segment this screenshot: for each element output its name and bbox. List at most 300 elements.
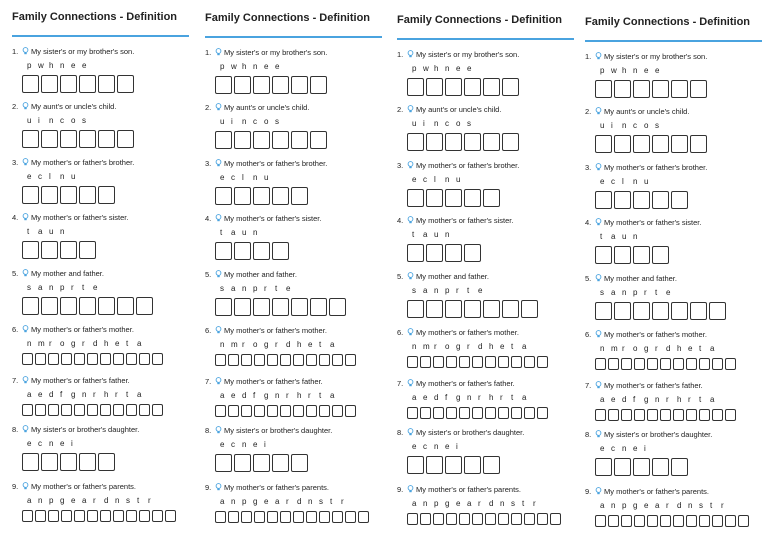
answer-box[interactable] xyxy=(426,300,443,318)
answer-boxes xyxy=(407,78,582,96)
answer-box[interactable] xyxy=(614,80,631,98)
answer-box[interactable] xyxy=(272,298,289,316)
answer-box[interactable] xyxy=(485,513,496,525)
answer-box[interactable] xyxy=(426,189,443,207)
answer-box[interactable] xyxy=(254,354,265,366)
answer-box[interactable] xyxy=(420,407,431,419)
answer-box[interactable] xyxy=(621,409,632,421)
answer-box[interactable] xyxy=(699,515,710,527)
answer-box[interactable] xyxy=(228,511,239,523)
answer-box[interactable] xyxy=(426,78,443,96)
answer-box[interactable] xyxy=(152,353,163,365)
answer-box[interactable] xyxy=(407,456,424,474)
answer-box[interactable] xyxy=(738,515,749,527)
answer-box[interactable] xyxy=(87,510,98,522)
answer-box[interactable] xyxy=(98,453,115,471)
clue-number: 1. xyxy=(205,48,212,57)
answer-box[interactable] xyxy=(445,133,462,151)
answer-box[interactable] xyxy=(41,297,58,315)
answer-box[interactable] xyxy=(35,510,46,522)
answer-box[interactable] xyxy=(407,78,424,96)
answer-box[interactable] xyxy=(652,135,669,153)
answer-box[interactable] xyxy=(241,405,252,417)
answer-box[interactable] xyxy=(524,513,535,525)
answer-box[interactable] xyxy=(126,510,137,522)
answer-box[interactable] xyxy=(22,75,39,93)
answer-box[interactable] xyxy=(608,515,619,527)
answer-box[interactable] xyxy=(426,244,443,262)
answer-box[interactable] xyxy=(690,80,707,98)
answer-box[interactable] xyxy=(407,244,424,262)
answer-box[interactable] xyxy=(234,131,251,149)
answer-box[interactable] xyxy=(660,515,671,527)
answer-boxes xyxy=(215,511,390,523)
answer-box[interactable] xyxy=(511,513,522,525)
worksheet-title: Family Connections - Definition xyxy=(12,11,178,23)
answer-box[interactable] xyxy=(254,511,265,523)
answer-box[interactable] xyxy=(652,80,669,98)
answer-box[interactable] xyxy=(621,358,632,370)
answer-box[interactable] xyxy=(407,513,418,525)
answer-box[interactable] xyxy=(117,297,134,315)
answer-box[interactable] xyxy=(41,75,58,93)
answer-box[interactable] xyxy=(234,242,251,260)
answer-box[interactable] xyxy=(464,456,481,474)
answer-box[interactable] xyxy=(671,135,688,153)
answer-box[interactable] xyxy=(498,407,509,419)
answer-box[interactable] xyxy=(483,189,500,207)
answer-box[interactable] xyxy=(537,356,548,368)
answer-box[interactable] xyxy=(647,409,658,421)
answer-box[interactable] xyxy=(61,510,72,522)
answer-box[interactable] xyxy=(280,405,291,417)
answer-box[interactable] xyxy=(280,354,291,366)
answer-box[interactable] xyxy=(459,356,470,368)
clue-number: 5. xyxy=(205,270,212,279)
answer-box[interactable] xyxy=(483,456,500,474)
clue-item xyxy=(397,327,582,368)
answer-box[interactable] xyxy=(445,189,462,207)
answer-box[interactable] xyxy=(407,133,424,151)
answer-box[interactable] xyxy=(60,453,77,471)
answer-box[interactable] xyxy=(595,191,612,209)
answer-box[interactable] xyxy=(420,356,431,368)
answer-box[interactable] xyxy=(671,458,688,476)
answer-box[interactable] xyxy=(22,297,39,315)
answer-box[interactable] xyxy=(113,510,124,522)
answer-box[interactable] xyxy=(126,353,137,365)
answer-box[interactable] xyxy=(117,75,134,93)
clue-number: 1. xyxy=(397,50,404,59)
answer-box[interactable] xyxy=(152,510,163,522)
answer-box[interactable] xyxy=(234,187,251,205)
answer-box[interactable] xyxy=(595,409,606,421)
answer-box[interactable] xyxy=(215,76,232,94)
clue-line xyxy=(585,486,768,496)
answer-box[interactable] xyxy=(319,511,330,523)
answer-box[interactable] xyxy=(472,407,483,419)
answer-box[interactable] xyxy=(502,300,519,318)
clue-item xyxy=(397,484,582,525)
answer-box[interactable] xyxy=(117,130,134,148)
answer-box[interactable] xyxy=(41,241,58,259)
lightbulb-icon xyxy=(215,377,222,385)
answer-box[interactable] xyxy=(87,404,98,416)
answer-box[interactable] xyxy=(215,354,226,366)
answer-box[interactable] xyxy=(48,404,59,416)
answer-box[interactable] xyxy=(79,130,96,148)
answer-box[interactable] xyxy=(60,241,77,259)
answer-box[interactable] xyxy=(633,302,650,320)
answer-box[interactable] xyxy=(459,407,470,419)
answer-box[interactable] xyxy=(100,510,111,522)
lightbulb-icon xyxy=(407,485,414,493)
answer-box[interactable] xyxy=(725,515,736,527)
clue-text: My sister's or brother's daughter. xyxy=(31,425,140,434)
answer-box[interactable] xyxy=(498,513,509,525)
answer-box[interactable] xyxy=(445,244,462,262)
answer-box[interactable] xyxy=(660,409,671,421)
answer-box[interactable] xyxy=(633,80,650,98)
answer-box[interactable] xyxy=(241,511,252,523)
answer-box[interactable] xyxy=(215,187,232,205)
answer-box[interactable] xyxy=(595,515,606,527)
clue-line xyxy=(12,157,197,167)
answer-box[interactable] xyxy=(634,409,645,421)
answer-box[interactable] xyxy=(98,130,115,148)
answer-box[interactable] xyxy=(445,300,462,318)
clue-text: My mother's or father's sister. xyxy=(224,214,322,223)
answer-box[interactable] xyxy=(671,80,688,98)
answer-box[interactable] xyxy=(472,356,483,368)
answer-box[interactable] xyxy=(253,131,270,149)
answer-box[interactable] xyxy=(74,404,85,416)
answer-box[interactable] xyxy=(60,130,77,148)
answer-box[interactable] xyxy=(446,356,457,368)
clue-line xyxy=(205,376,390,386)
answer-box[interactable] xyxy=(634,515,645,527)
answer-box[interactable] xyxy=(699,409,710,421)
answer-box[interactable] xyxy=(98,186,115,204)
answer-box[interactable] xyxy=(608,409,619,421)
answer-box[interactable] xyxy=(253,76,270,94)
answer-box[interactable] xyxy=(595,246,612,264)
answer-box[interactable] xyxy=(291,131,308,149)
answer-box[interactable] xyxy=(712,409,723,421)
answer-box[interactable] xyxy=(647,358,658,370)
answer-box[interactable] xyxy=(215,298,232,316)
answer-boxes xyxy=(22,453,197,471)
answer-box[interactable] xyxy=(319,354,330,366)
answer-box[interactable] xyxy=(306,354,317,366)
answer-box[interactable] xyxy=(48,353,59,365)
answer-box[interactable] xyxy=(136,297,153,315)
answer-box[interactable] xyxy=(345,354,356,366)
answer-box[interactable] xyxy=(22,510,33,522)
answer-box[interactable] xyxy=(446,407,457,419)
answer-box[interactable] xyxy=(98,297,115,315)
answer-box[interactable] xyxy=(329,298,346,316)
answer-box[interactable] xyxy=(253,242,270,260)
answer-box[interactable] xyxy=(152,404,163,416)
answer-box[interactable] xyxy=(291,187,308,205)
answer-box[interactable] xyxy=(608,358,619,370)
answer-box[interactable] xyxy=(139,353,150,365)
answer-box[interactable] xyxy=(420,513,431,525)
answer-box[interactable] xyxy=(234,298,251,316)
answer-box[interactable] xyxy=(483,78,500,96)
answer-box[interactable] xyxy=(699,358,710,370)
answer-box[interactable] xyxy=(272,187,289,205)
answer-box[interactable] xyxy=(215,131,232,149)
answer-box[interactable] xyxy=(253,298,270,316)
answer-box[interactable] xyxy=(614,135,631,153)
answer-box[interactable] xyxy=(511,356,522,368)
answer-box[interactable] xyxy=(524,407,535,419)
answer-box[interactable] xyxy=(483,300,500,318)
answer-box[interactable] xyxy=(113,404,124,416)
answer-box[interactable] xyxy=(614,302,631,320)
answer-box[interactable] xyxy=(709,302,726,320)
answer-box[interactable] xyxy=(673,358,684,370)
answer-box[interactable] xyxy=(498,356,509,368)
answer-box[interactable] xyxy=(433,356,444,368)
answer-box[interactable] xyxy=(445,78,462,96)
answer-box[interactable] xyxy=(79,297,96,315)
answer-boxes xyxy=(215,76,390,94)
answer-box[interactable] xyxy=(426,456,443,474)
answer-box[interactable] xyxy=(634,358,645,370)
answer-box[interactable] xyxy=(633,246,650,264)
answer-box[interactable] xyxy=(272,242,289,260)
answer-box[interactable] xyxy=(464,300,481,318)
answer-box[interactable] xyxy=(98,75,115,93)
clue-line xyxy=(397,49,582,59)
scrambled-letters: a e d f g n r h r t a xyxy=(600,395,715,404)
answer-box[interactable] xyxy=(621,515,632,527)
answer-box[interactable] xyxy=(633,135,650,153)
answer-box[interactable] xyxy=(100,404,111,416)
answer-box[interactable] xyxy=(332,405,343,417)
answer-box[interactable] xyxy=(595,358,606,370)
clue-text: My mother's or father's sister. xyxy=(416,216,514,225)
answer-box[interactable] xyxy=(690,135,707,153)
answer-box[interactable] xyxy=(272,131,289,149)
answer-box[interactable] xyxy=(41,186,58,204)
lightbulb-icon xyxy=(407,105,414,113)
answer-box[interactable] xyxy=(595,135,612,153)
answer-box[interactable] xyxy=(446,513,457,525)
answer-box[interactable] xyxy=(215,405,226,417)
clue-line xyxy=(397,427,582,437)
answer-box[interactable] xyxy=(537,513,548,525)
answer-box[interactable] xyxy=(686,358,697,370)
answer-box[interactable] xyxy=(652,246,669,264)
answer-box[interactable] xyxy=(79,241,96,259)
answer-box[interactable] xyxy=(614,246,631,264)
answer-box[interactable] xyxy=(215,242,232,260)
answer-box[interactable] xyxy=(345,511,356,523)
answer-box[interactable] xyxy=(464,244,481,262)
answer-box[interactable] xyxy=(433,407,444,419)
answer-box[interactable] xyxy=(22,130,39,148)
answer-box[interactable] xyxy=(671,191,688,209)
answer-box[interactable] xyxy=(280,511,291,523)
answer-box[interactable] xyxy=(22,186,39,204)
answer-box[interactable] xyxy=(633,191,650,209)
answer-box[interactable] xyxy=(272,454,289,472)
answer-box[interactable] xyxy=(310,76,327,94)
answer-box[interactable] xyxy=(139,510,150,522)
answer-box[interactable] xyxy=(228,354,239,366)
answer-box[interactable] xyxy=(332,354,343,366)
answer-box[interactable] xyxy=(407,189,424,207)
clue-text: My mother's or father's mother. xyxy=(604,330,707,339)
clue-number: 2. xyxy=(205,103,212,112)
answer-box[interactable] xyxy=(267,405,278,417)
answer-box[interactable] xyxy=(725,358,736,370)
answer-box[interactable] xyxy=(48,510,59,522)
answer-box[interactable] xyxy=(253,187,270,205)
answer-box[interactable] xyxy=(74,353,85,365)
answer-box[interactable] xyxy=(267,511,278,523)
answer-box[interactable] xyxy=(293,354,304,366)
answer-box[interactable] xyxy=(614,458,631,476)
answer-box[interactable] xyxy=(60,297,77,315)
answer-box[interactable] xyxy=(660,358,671,370)
answer-box[interactable] xyxy=(407,300,424,318)
clue-item xyxy=(397,427,582,474)
answer-boxes xyxy=(215,131,390,149)
answer-box[interactable] xyxy=(61,353,72,365)
answer-box[interactable] xyxy=(550,513,561,525)
answer-box[interactable] xyxy=(485,407,496,419)
answer-box[interactable] xyxy=(215,511,226,523)
answer-box[interactable] xyxy=(464,133,481,151)
answer-box[interactable] xyxy=(712,515,723,527)
answer-box[interactable] xyxy=(595,302,612,320)
answer-box[interactable] xyxy=(472,513,483,525)
answer-box[interactable] xyxy=(407,356,418,368)
answer-box[interactable] xyxy=(61,404,72,416)
answer-box[interactable] xyxy=(60,75,77,93)
answer-box[interactable] xyxy=(22,404,33,416)
answer-box[interactable] xyxy=(332,511,343,523)
answer-box[interactable] xyxy=(113,353,124,365)
answer-box[interactable] xyxy=(87,353,98,365)
answer-box[interactable] xyxy=(272,76,289,94)
answer-box[interactable] xyxy=(511,407,522,419)
scrambled-letters: e c l n u xyxy=(412,175,461,184)
answer-box[interactable] xyxy=(35,353,46,365)
answer-box[interactable] xyxy=(595,80,612,98)
lightbulb-icon xyxy=(595,107,602,115)
answer-box[interactable] xyxy=(502,78,519,96)
answer-box[interactable] xyxy=(595,458,612,476)
answer-box[interactable] xyxy=(293,511,304,523)
answer-box[interactable] xyxy=(100,353,111,365)
answer-box[interactable] xyxy=(673,409,684,421)
answer-box[interactable] xyxy=(673,515,684,527)
answer-box[interactable] xyxy=(652,191,669,209)
answer-box[interactable] xyxy=(241,354,252,366)
answer-box[interactable] xyxy=(41,130,58,148)
answer-box[interactable] xyxy=(652,302,669,320)
answer-box[interactable] xyxy=(254,405,265,417)
answer-box[interactable] xyxy=(426,133,443,151)
answer-box[interactable] xyxy=(459,513,470,525)
answer-box[interactable] xyxy=(319,405,330,417)
answer-box[interactable] xyxy=(291,454,308,472)
answer-box[interactable] xyxy=(358,511,369,523)
answer-box[interactable] xyxy=(234,454,251,472)
answer-box[interactable] xyxy=(433,513,444,525)
answer-box[interactable] xyxy=(690,302,707,320)
scrambled-letters: a e d f g n r h r t a xyxy=(27,390,142,399)
answer-box[interactable] xyxy=(22,453,39,471)
answer-box[interactable] xyxy=(74,510,85,522)
title-underline xyxy=(205,36,382,38)
answer-box[interactable] xyxy=(60,186,77,204)
answer-box[interactable] xyxy=(686,515,697,527)
answer-box[interactable] xyxy=(647,515,658,527)
answer-box[interactable] xyxy=(126,404,137,416)
answer-box[interactable] xyxy=(22,353,33,365)
answer-box[interactable] xyxy=(306,511,317,523)
answer-box[interactable] xyxy=(483,133,500,151)
answer-box[interactable] xyxy=(686,409,697,421)
answer-box[interactable] xyxy=(464,78,481,96)
answer-box[interactable] xyxy=(725,409,736,421)
answer-box[interactable] xyxy=(524,356,535,368)
answer-box[interactable] xyxy=(228,405,239,417)
answer-box[interactable] xyxy=(310,298,327,316)
clue-number: 1. xyxy=(12,47,19,56)
answer-box[interactable] xyxy=(671,302,688,320)
answer-box[interactable] xyxy=(485,356,496,368)
answer-box[interactable] xyxy=(407,407,418,419)
answer-box[interactable] xyxy=(35,404,46,416)
answer-box[interactable] xyxy=(267,354,278,366)
answer-box[interactable] xyxy=(310,131,327,149)
answer-box[interactable] xyxy=(139,404,150,416)
answer-box[interactable] xyxy=(521,300,538,318)
answer-box[interactable] xyxy=(234,76,251,94)
answer-box[interactable] xyxy=(537,407,548,419)
answer-box[interactable] xyxy=(79,75,96,93)
answer-box[interactable] xyxy=(502,133,519,151)
answer-box[interactable] xyxy=(291,298,308,316)
answer-box[interactable] xyxy=(215,454,232,472)
answer-box[interactable] xyxy=(652,458,669,476)
answer-box[interactable] xyxy=(614,191,631,209)
answer-box[interactable] xyxy=(464,189,481,207)
answer-box[interactable] xyxy=(79,453,96,471)
answer-box[interactable] xyxy=(306,405,317,417)
answer-box[interactable] xyxy=(445,456,462,474)
answer-box[interactable] xyxy=(41,453,58,471)
answer-box[interactable] xyxy=(633,458,650,476)
answer-box[interactable] xyxy=(712,358,723,370)
answer-box[interactable] xyxy=(165,510,176,522)
answer-box[interactable] xyxy=(22,241,39,259)
answer-box[interactable] xyxy=(253,454,270,472)
answer-box[interactable] xyxy=(291,76,308,94)
clue-number: 6. xyxy=(205,326,212,335)
answer-box[interactable] xyxy=(345,405,356,417)
answer-box[interactable] xyxy=(293,405,304,417)
answer-box[interactable] xyxy=(79,186,96,204)
